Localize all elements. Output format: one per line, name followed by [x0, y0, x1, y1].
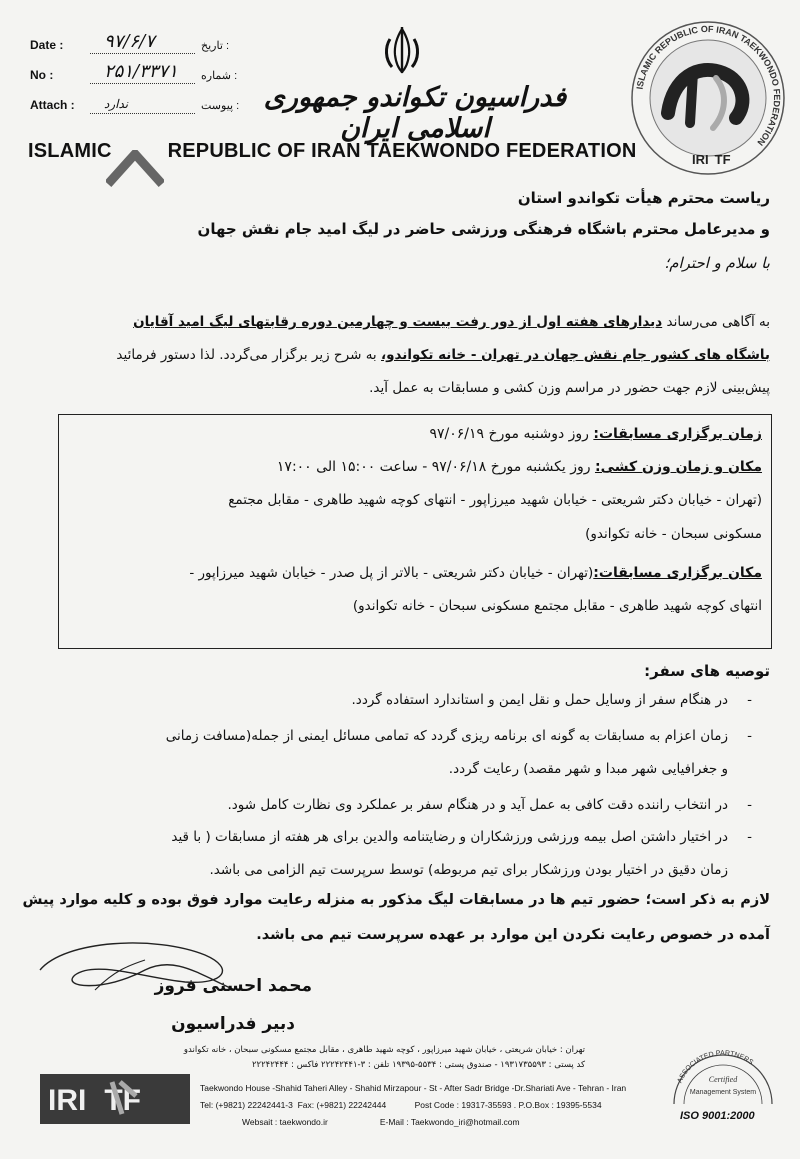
attach-label: Attach : — [30, 98, 75, 112]
travel-bullet: - — [747, 829, 752, 845]
weigh-in-address-2: مسکونی سبحان - خانه تکواندو) — [585, 526, 762, 542]
footer-address-en: Taekwondo House -Shahid Taheri Alley - Shahid Mirzapour - St - After Sadr Bridge -Dr.Shariati Ave - Tehran - Iran — [200, 1083, 627, 1093]
footer-logo-text: IRI — [48, 1084, 87, 1117]
footer-email: E-Mail : Taekwondo_iri@hotmail.com — [379, 1117, 520, 1127]
note-line-1 — [22, 892, 770, 908]
handwritten-signature-icon — [35, 930, 255, 1010]
travel-item-2-line-2: و جغرافیایی شهر مبدا و شهر مقصد) رعایت گردد. — [448, 761, 728, 777]
footer-tel: Tel: (+9821) 22242441-3 — [200, 1100, 293, 1110]
signatory-name: محمد احسنی فروز — [154, 976, 312, 996]
body-rest-2: به شرح زیر برگزار می‌گردد. لذا دستور فرمائید — [116, 347, 381, 363]
footer-postal-fa: کد پستی : ۱۹۳۱۷۳۵۵۹۳ - صندوق پستی : ۵۵۳۴-۱۹۳۹۵ تلفن : ۳-۲۲۲۴۲۴۴۱ فاکس : ۲۲۲۴۲۴۴۴ — [251, 1060, 585, 1070]
footer-logo-icon — [40, 1074, 190, 1124]
venue-value-2: انتهای کوچه شهید طاهری - مقابل مجتمع مسکونی سبحان - خانه تکواندو) — [352, 598, 762, 614]
attach-value: ندارد — [104, 96, 129, 111]
note-rest: حضور تیم ها در مسابقات لیگ مذکور به منزله رعایت موارد فوق بوده و کلیه موارد پیش — [22, 892, 646, 908]
travel-item-3-line-1: در انتخاب راننده دقت کافی به عمل آید و در هنگام سفر بر عملکرد وی نظارت کامل شود. — [227, 797, 728, 813]
chevron-icon — [106, 150, 164, 188]
greeting: با سلام و احترام؛ — [664, 254, 770, 272]
footer-website: Websait : taekwondo.ir — [242, 1117, 328, 1127]
travel-item-4-line-1: در اختیار داشتن اصل بیمه ورزشی ورزشکاران و رضایتنامه والدین برای هر هفته از مسابقات ( با قید — [171, 829, 728, 845]
seal-mid-2: Management System — [689, 1089, 757, 1096]
travel-bullet: - — [747, 728, 752, 744]
iran-emblem-icon — [380, 25, 424, 75]
body-line-3: پیش‌بینی لازم جهت حضور در مراسم وزن کشی و مسابقات به عمل آید. — [369, 380, 770, 396]
note-line-2: آمده در خصوص رعایت نکردن این موارد بر عهده سرپرست تیم می باشد. — [256, 927, 770, 943]
date-field — [90, 30, 195, 54]
travel-heading: توصیه های سفر: — [644, 662, 770, 680]
date-label-fa: تاریخ : — [201, 39, 230, 52]
weigh-in — [277, 459, 762, 475]
number-row — [30, 60, 239, 90]
number-label: No : — [30, 68, 54, 82]
body-lead: به آگاهی می‌رساند — [662, 314, 770, 330]
weigh-in-address-1: (تهران - خیابان دکتر شریعتی - خیابان شهید میرزاپور - انتهای کوچه شهید طاهری - مقابل مجتمع — [228, 492, 762, 508]
seal-top-text: ASSOCIATED PARTNERS — [676, 1049, 755, 1085]
footer-logo-tail: TF — [104, 1084, 141, 1117]
federation-en-right: REPUBLIC OF IRAN TAEKWONDO FEDERATION — [167, 140, 637, 162]
footer-contact-row — [200, 1100, 602, 1110]
body-bold-1: دیدارهای هفته اول از دور رفت بیست و چهارمین دوره رقابتهای لیگ امید آقایان — [133, 314, 663, 330]
seal-mid-1: Certified — [708, 1075, 738, 1084]
attach-label-fa: پیوست : — [201, 99, 240, 112]
venue-label: مکان برگزاری مسابقات: — [593, 565, 762, 581]
letter-meta — [30, 30, 239, 120]
logo-mark-tail: TF — [714, 152, 731, 167]
travel-bullet: - — [747, 692, 752, 708]
body-line-1 — [133, 314, 770, 330]
travel-item-4-line-2: زمان دقیق در اختیار بودن ورزشکار برای تیم مربوطه) توسط سرپرست تیم الزامی می باشد. — [209, 862, 728, 878]
weigh-in-value: روز یکشنبه مورخ ۹۷/۰۶/۱۸ - ساعت ۱۵:۰۰ الی ۱۷:۰۰ — [276, 459, 595, 475]
competition-time-label: زمان برگزاری مسابقات: — [593, 426, 762, 442]
venue — [189, 565, 762, 581]
travel-item-2-line-1: زمان اعزام به مسابقات به گونه ای برنامه ریزی گردد که تمامی مسائل ایمنی از جمله(مسافت زمانی — [165, 728, 728, 744]
weigh-in-label: مکان و زمان وزن کشی: — [594, 459, 762, 475]
attach-field — [90, 97, 195, 114]
competition-time-value: روز دوشنبه مورخ ۹۷/۰۶/۱۹ — [429, 426, 594, 442]
logo-ring-text: ISLAMIC REPUBLIC OF IRAN TAEKWONDO FEDERATION — [634, 23, 783, 148]
footer-fax: Fax: (+9821) 22242444 — [297, 1100, 387, 1110]
number-value: ۲۵۱/۳۳۷۱ — [104, 60, 178, 82]
iso-seal-icon — [668, 1042, 778, 1110]
signatory-title: دبیر فدراسیون — [171, 1014, 295, 1034]
attach-row — [30, 90, 239, 120]
date-value: ۹۷/۶/۷ — [104, 30, 155, 52]
federation-en-left: ISLAMIC — [28, 140, 112, 162]
competition-time — [430, 426, 762, 442]
iso-label: ISO 9001:2000 — [680, 1110, 755, 1122]
number-field — [90, 60, 195, 84]
recipient-line-1: ریاست محترم هیأت تکواندو استان — [517, 189, 770, 207]
body-bold-2: باشگاه های کشور جام نقش جهان در تهران - خانه تکواندو، — [380, 347, 770, 363]
logo-mark: IRI — [692, 152, 709, 167]
travel-bullet: - — [747, 797, 752, 813]
footer-web-row — [242, 1117, 520, 1127]
number-label-fa: شماره : — [201, 69, 238, 82]
footer-post: Post Code : 19317-35593 . P.O.Box : 19395-5534 — [414, 1100, 602, 1110]
recipient-line-2: و مدیرعامل محترم باشگاه فرهنگی ورزشی حاضر در لیگ امید جام نقش جهان — [197, 220, 770, 238]
federation-name-fa: فدراسیون تکواندو جمهوری اسلامی ایران — [263, 82, 567, 144]
footer-address-fa: تهران : خیابان شریعتی ، خیابان شهید میرزاپور ، کوچه شهید طاهری ، مقابل مجتمع مسکونی سبحان ، خانه تکواندو — [183, 1045, 585, 1055]
date-label: Date : — [30, 38, 64, 52]
note-label: لازم به ذکر است؛ — [645, 892, 770, 908]
federation-logo-icon — [628, 18, 788, 178]
venue-value-1: (تهران - خیابان دکتر شریعتی - بالاتر از پل صدر - خیابان شهید میرزاپور - — [189, 565, 594, 581]
travel-item-1-line-1: در هنگام سفر از وسایل حمل و نقل ایمن و استاندارد استفاده گردد. — [351, 692, 728, 708]
date-row — [30, 30, 239, 60]
body-line-2 — [116, 347, 770, 363]
